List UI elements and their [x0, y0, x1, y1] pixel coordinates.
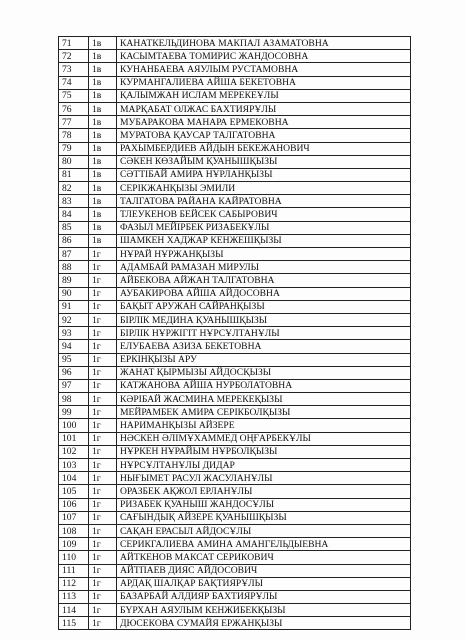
student-name-cell: НҰРКЕН НҰРАЙЫМ НҰРБОЛҚЫЗЫ	[117, 445, 411, 458]
student-name-cell: НҰРСҰЛТАНҰЛЫ ДИДАР	[117, 459, 411, 472]
student-name-cell: БАҚЫТ АРУЖАН САЙРАНҚЫЗЫ	[117, 300, 411, 313]
class-grade-cell: 1г	[89, 274, 117, 287]
row-number-cell: 95	[59, 353, 89, 366]
student-name-cell: РАХЫМБЕРДИЕВ АЙДЫН БЕКЕЖАНОВИЧ	[117, 142, 411, 155]
student-name-cell: ОРАЗБЕК АҚЖОЛ ЕРЛАНҰЛЫ	[117, 485, 411, 498]
table-row	[59, 76, 411, 89]
class-grade-cell: 1г	[89, 445, 117, 458]
row-number-cell: 96	[59, 366, 89, 379]
class-grade-cell: 1г	[89, 472, 117, 485]
class-grade-cell: 1в	[89, 221, 117, 234]
row-number-cell: 76	[59, 102, 89, 115]
row-number-cell: 99	[59, 406, 89, 419]
class-grade-cell: 1г	[89, 564, 117, 577]
row-number-cell: 113	[59, 590, 89, 603]
student-name-cell: АЙБЕКОВА АЙЖАН ТАЛГАТОВНА	[117, 274, 411, 287]
table-row	[59, 234, 411, 247]
student-name-cell: БАЗАРБАЙ АЛДИЯР БАХТИЯРҰЛЫ	[117, 590, 411, 603]
table-row	[59, 155, 411, 168]
class-grade-cell: 1в	[89, 129, 117, 142]
class-grade-cell: 1г	[89, 248, 117, 261]
table-row	[59, 274, 411, 287]
class-grade-cell: 1г	[89, 459, 117, 472]
class-grade-cell: 1г	[89, 406, 117, 419]
class-grade-cell: 1в	[89, 182, 117, 195]
class-grade-cell: 1в	[89, 76, 117, 89]
row-number-cell: 80	[59, 155, 89, 168]
student-name-cell: ЕЛУБАЕВА АЗИЗА БЕКЕТОВНА	[117, 340, 411, 353]
table-row	[59, 300, 411, 313]
row-number-cell: 106	[59, 498, 89, 511]
row-number-cell: 93	[59, 327, 89, 340]
row-number-cell: 107	[59, 511, 89, 524]
row-number-cell: 77	[59, 116, 89, 129]
row-number-cell: 79	[59, 142, 89, 155]
table-row	[59, 472, 411, 485]
table-row	[59, 50, 411, 63]
student-name-cell: СЕРІКЖАНҚЫЗЫ ЭМИЛИ	[117, 182, 411, 195]
table-row	[59, 261, 411, 274]
table-row	[59, 116, 411, 129]
row-number-cell: 73	[59, 63, 89, 76]
student-name-cell: КӘРІБАЙ ЖАСМИНА МЕРЕКЕҚЫЗЫ	[117, 393, 411, 406]
row-number-cell: 109	[59, 538, 89, 551]
student-name-cell: НАРИМАНҚЫЗЫ АЙЗЕРЕ	[117, 419, 411, 432]
row-number-cell: 85	[59, 221, 89, 234]
student-name-cell: АЙТКЕНОВ МАКСАТ СЕРИКОВИЧ	[117, 551, 411, 564]
table-row	[59, 551, 411, 564]
class-grade-cell: 1г	[89, 313, 117, 326]
table-row	[59, 538, 411, 551]
table-row	[59, 327, 411, 340]
row-number-cell: 72	[59, 50, 89, 63]
student-name-cell: СӘТТІБАЙ АМИРА НҰРЛАНҚЫЗЫ	[117, 168, 411, 181]
class-grade-cell: 1в	[89, 155, 117, 168]
class-grade-cell: 1г	[89, 551, 117, 564]
student-name-cell: БҮРХАН АЯУЛЫМ КЕНЖИБЕКҚЫЗЫ	[117, 604, 411, 617]
table-row	[59, 498, 411, 511]
student-name-cell: МАРҚАБАТ ОЛЖАС БАХТИЯРҰЛЫ	[117, 102, 411, 115]
class-grade-cell: 1в	[89, 168, 117, 181]
row-number-cell: 74	[59, 76, 89, 89]
row-number-cell: 89	[59, 274, 89, 287]
table-row	[59, 366, 411, 379]
row-number-cell: 112	[59, 577, 89, 590]
row-number-cell: 84	[59, 208, 89, 221]
class-grade-cell: 1г	[89, 485, 117, 498]
student-name-cell: АДАМБАЙ РАМАЗАН МИРУЛЫ	[117, 261, 411, 274]
student-name-cell: ШАМКЕН ХАДЖАР КЕНЖЕШҚЫЗЫ	[117, 234, 411, 247]
class-grade-cell: 1г	[89, 393, 117, 406]
student-name-cell: ҚАЛЫМЖАН ИСЛАМ МЕРЕКЕҰЛЫ	[117, 89, 411, 102]
class-grade-cell: 1в	[89, 116, 117, 129]
table-row	[59, 287, 411, 300]
class-grade-cell: 1г	[89, 300, 117, 313]
row-number-cell: 98	[59, 393, 89, 406]
table-row	[59, 564, 411, 577]
table-row	[59, 511, 411, 524]
student-name-cell: РИЗАБЕК ҚУАНЫШ ЖАНДОСҰЛЫ	[117, 498, 411, 511]
row-number-cell: 82	[59, 182, 89, 195]
student-name-cell: АУБАКИРОВА АЙША АЙДОСОВНА	[117, 287, 411, 300]
class-grade-cell: 1г	[89, 538, 117, 551]
row-number-cell: 100	[59, 419, 89, 432]
student-name-cell: БІРЛІК МЕДИНА ҚУАНЫШҚЫЗЫ	[117, 313, 411, 326]
student-name-cell: КАНАТКЕЛЬДИНОВА МАКПАЛ АЗАМАТОВНА	[117, 37, 411, 50]
table-row	[59, 485, 411, 498]
table-row	[59, 182, 411, 195]
class-grade-cell: 1в	[89, 102, 117, 115]
class-grade-cell: 1г	[89, 524, 117, 537]
student-name-cell: КУНАНБАЕВА АЯУЛЫМ РУСТАМОВНА	[117, 63, 411, 76]
class-grade-cell: 1г	[89, 419, 117, 432]
row-number-cell: 97	[59, 379, 89, 392]
class-grade-cell: 1в	[89, 195, 117, 208]
class-grade-cell: 1г	[89, 604, 117, 617]
student-name-cell: АРДАҚ ШАЛҚАР БАҚТИЯРҰЛЫ	[117, 577, 411, 590]
class-grade-cell: 1в	[89, 89, 117, 102]
student-name-cell: МУБАРАКОВА МАНАРА ЕРМЕКОВНА	[117, 116, 411, 129]
student-name-cell: МУРАТОВА ҚАУСАР ТАЛГАТОВНА	[117, 129, 411, 142]
class-grade-cell: 1г	[89, 340, 117, 353]
row-number-cell: 94	[59, 340, 89, 353]
class-grade-cell: 1г	[89, 379, 117, 392]
row-number-cell: 108	[59, 524, 89, 537]
table-row	[59, 524, 411, 537]
table-row	[59, 577, 411, 590]
table-row	[59, 313, 411, 326]
table-row	[59, 353, 411, 366]
table-row	[59, 445, 411, 458]
student-name-cell: БІРЛІК НҰРЖІГІТ НҰРСҰЛТАНҰЛЫ	[117, 327, 411, 340]
student-name-cell: НЫҒЫМЕТ РАСУЛ ЖАСУЛАНҰЛЫ	[117, 472, 411, 485]
row-number-cell: 114	[59, 604, 89, 617]
row-number-cell: 87	[59, 248, 89, 261]
row-number-cell: 104	[59, 472, 89, 485]
student-name-cell: САҚАН ЕРАСЫЛ АЙДОСҰЛЫ	[117, 524, 411, 537]
student-name-cell: СЕРИКГАЛИЕВА АМИНА АМАНГЕЛЬДЫЕВНА	[117, 538, 411, 551]
student-name-cell: КАСЫМТАЕВА ТОМИРИС ЖАНДОСОВНА	[117, 50, 411, 63]
student-name-cell: НҰРАЙ НҰРЖАНҚЫЗЫ	[117, 248, 411, 261]
row-number-cell: 115	[59, 617, 89, 630]
student-name-cell: ЖАНАТ ҚЫРМЫЗЫ АЙДОСҚЫЗЫ	[117, 366, 411, 379]
row-number-cell: 78	[59, 129, 89, 142]
row-number-cell: 110	[59, 551, 89, 564]
row-number-cell: 91	[59, 300, 89, 313]
class-grade-cell: 1г	[89, 432, 117, 445]
student-name-cell: ЕРКІНҚЫЗЫ АРУ	[117, 353, 411, 366]
table-row	[59, 617, 411, 630]
table-row	[59, 63, 411, 76]
table-row	[59, 590, 411, 603]
row-number-cell: 111	[59, 564, 89, 577]
row-number-cell: 92	[59, 313, 89, 326]
table-body	[59, 37, 411, 630]
class-grade-cell: 1в	[89, 208, 117, 221]
class-grade-cell: 1г	[89, 261, 117, 274]
student-name-cell: ТЛЕУКЕНОВ БЕЙСЕК САБЫРОВИЧ	[117, 208, 411, 221]
student-name-cell: АЙТПАЕВ ДИЯС АЙДОСОВИЧ	[117, 564, 411, 577]
row-number-cell: 105	[59, 485, 89, 498]
student-name-cell: ФАЗЫЛ МЕЙІРБЕК РИЗАБЕКҰЛЫ	[117, 221, 411, 234]
class-grade-cell: 1г	[89, 590, 117, 603]
table-row	[59, 432, 411, 445]
row-number-cell: 101	[59, 432, 89, 445]
row-number-cell: 71	[59, 37, 89, 50]
table-row	[59, 37, 411, 50]
row-number-cell: 81	[59, 168, 89, 181]
table-row	[59, 379, 411, 392]
table-row	[59, 129, 411, 142]
table-row	[59, 406, 411, 419]
class-grade-cell: 1г	[89, 353, 117, 366]
class-grade-cell: 1г	[89, 577, 117, 590]
table-row	[59, 393, 411, 406]
table-row	[59, 340, 411, 353]
row-number-cell: 75	[59, 89, 89, 102]
student-name-cell: КУРМАНГАЛИЕВА АЙША БЕКЕТОВНА	[117, 76, 411, 89]
student-name-cell: КАТЖАНОВА АЙША НУРБОЛАТОВНА	[117, 379, 411, 392]
row-number-cell: 103	[59, 459, 89, 472]
class-grade-cell: 1г	[89, 327, 117, 340]
class-grade-cell: 1в	[89, 234, 117, 247]
table-row	[59, 208, 411, 221]
class-grade-cell: 1г	[89, 366, 117, 379]
class-grade-cell: 1г	[89, 287, 117, 300]
row-number-cell: 86	[59, 234, 89, 247]
table-row	[59, 604, 411, 617]
table-row	[59, 221, 411, 234]
row-number-cell: 88	[59, 261, 89, 274]
student-name-cell: НӘСКЕН ӘЛІМҰХАММЕД ОҢҒАРБЕКҰЛЫ	[117, 432, 411, 445]
table-row	[59, 102, 411, 115]
class-grade-cell: 1в	[89, 142, 117, 155]
student-name-cell: САҒЫНДЫҚ АЙЗЕРЕ ҚУАНЫШҚЫЗЫ	[117, 511, 411, 524]
table-row	[59, 195, 411, 208]
class-grade-cell: 1в	[89, 37, 117, 50]
table-row	[59, 248, 411, 261]
student-list-table	[58, 36, 411, 630]
class-grade-cell: 1г	[89, 498, 117, 511]
table-row	[59, 142, 411, 155]
table-row	[59, 89, 411, 102]
table-row	[59, 419, 411, 432]
class-grade-cell: 1г	[89, 617, 117, 630]
student-name-cell: ДЮСЕКОВА СУМАЙЯ ЕРЖАНҚЫЗЫ	[117, 617, 411, 630]
student-name-cell: СӘКЕН КӨЗАЙЫМ ҚУАНЫШҚЫЗЫ	[117, 155, 411, 168]
student-name-cell: ТАЛГАТОВА РАЙАНА КАЙРАТОВНА	[117, 195, 411, 208]
class-grade-cell: 1в	[89, 50, 117, 63]
table-row	[59, 168, 411, 181]
row-number-cell: 90	[59, 287, 89, 300]
class-grade-cell: 1г	[89, 511, 117, 524]
table-row	[59, 459, 411, 472]
row-number-cell: 83	[59, 195, 89, 208]
student-name-cell: МЕЙРАМБЕК АМИРА СЕРІКБОЛҚЫЗЫ	[117, 406, 411, 419]
class-grade-cell: 1в	[89, 63, 117, 76]
row-number-cell: 102	[59, 445, 89, 458]
